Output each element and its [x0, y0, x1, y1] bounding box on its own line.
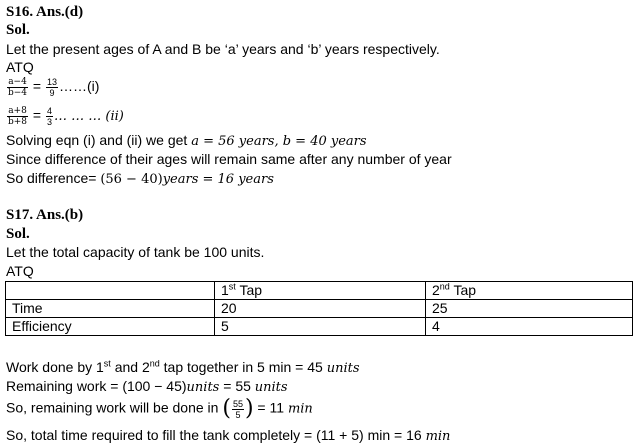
- s17-atq: ATQ: [6, 263, 34, 279]
- s16-atq: ATQ: [6, 59, 34, 75]
- s17-sol-label: Sol.: [6, 226, 30, 242]
- s17-heading: S17. Ans.(b): [6, 207, 84, 223]
- s16-equation-2: $\frac{a+8}{b+8}$ = $\frac{4}{3}$ … … … (ii): [8, 106, 124, 127]
- s16-intro: Let the present ages of A and B be ‘a’ years and ‘b’ years respectively.: [6, 41, 440, 57]
- table-header-cell: [6, 282, 215, 300]
- tap-table: [5, 281, 633, 336]
- table-header-cell: 2nd Tap: [426, 282, 633, 300]
- s16-sol-label: Sol.: [6, 22, 30, 38]
- table-header-cell: 1st Tap: [215, 282, 426, 300]
- s17-total-time-line: So, total time required to fill the tank completely = (11 + 5) min = 16 min: [6, 427, 451, 444]
- eq2-left-fraction: $\frac{a+8}{b+8}$: [8, 106, 28, 127]
- s16-difference-line: So difference= (56 − 40)years = 16 years: [6, 170, 274, 187]
- eq2-right-fraction: $\frac{4}{3}$: [47, 106, 53, 127]
- s16-equation-1: $\frac{a-4}{b-4}$ = $\frac{13}{9}$ ……(i): [8, 77, 100, 98]
- remaining-fraction: $\frac{55}{5}$: [232, 398, 243, 420]
- table-cell: 20: [215, 300, 426, 318]
- table-row: [6, 300, 633, 318]
- table-cell: 25: [426, 300, 633, 318]
- table-cell: 4: [426, 318, 633, 336]
- eq1-right-fraction: $\frac{13}{9}$: [47, 77, 58, 98]
- s17-remaining-time-line: So, remaining work will be done in ( $\frac{55}{5}$ ) = 11 min: [6, 396, 313, 421]
- s17-remaining-line: Remaining work = (100 − 45)units = 55 units: [6, 378, 288, 395]
- table-row: [6, 318, 633, 336]
- s17-work-done-line: Work done by 1st and 2nd tap together in 5 min = 45 units: [6, 358, 360, 376]
- s16-heading: S16. Ans.(d): [6, 4, 84, 20]
- s16-since-line: Since difference of their ages will remain same after any number of year: [6, 151, 452, 167]
- table-header-row: [6, 282, 633, 300]
- table-cell: Time: [6, 300, 215, 318]
- table-cell: Efficiency: [6, 318, 215, 336]
- s17-intro: Let the total capacity of tank be 100 units.: [6, 244, 265, 260]
- s16-solving-line: Solving eqn (i) and (ii) we get a = 56 years, b = 40 years: [6, 132, 367, 149]
- table-cell: 5: [215, 318, 426, 336]
- eq1-left-fraction: $\frac{a-4}{b-4}$: [8, 77, 28, 98]
